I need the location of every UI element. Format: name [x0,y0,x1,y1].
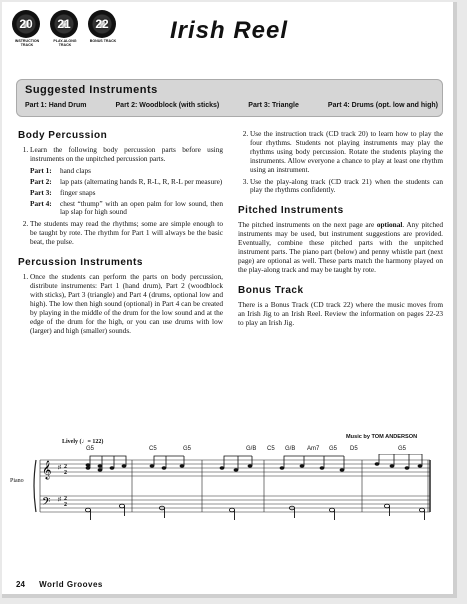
cd-track-20: 20 INSTRUCTION TRACK [12,10,42,47]
list-item: 2. The students may read the rhythms; some are simple enough to be taught by rote. The rhythm for Part 1 will always be the basic beat, the pulse. [30,220,223,247]
chord-symbol: G5 [86,446,95,452]
svg-text:♯: ♯ [58,465,61,471]
chord-symbol: G5 [329,446,338,452]
pitched-text: The pitched instruments on the next page are optional. Any pitched instruments may be used, but instrument suggestions are provided. Eventually, combine these pitched parts with the unpitched instrument parts. The piano part (below) and penny whistle part (next page) are optional as well. These parts match the harmony played on the play-along track and may be taught by rote. [238,220,443,274]
left-column [18,130,223,338]
chord-symbol: C5 [149,446,157,452]
cd-disc-icon: 21 [50,10,78,38]
page-number: 24 [16,580,25,589]
cd-track-21: 21 PLAY-ALONG TRACK [50,10,80,47]
svg-text:2: 2 [64,496,67,502]
list-item: 3. Use the play-along track (CD track 21) when the students can play the rhythms confidently. [250,178,443,196]
cd-disc-icon: 22 [88,10,116,38]
page-footer [16,580,103,589]
list-item: 2. Use the instruction track (CD track 20) to learn how to play the four rhythms. Students not playing instruments may play the rhythms using body percussion. Rotate the students playing the instruments. Allow everyone a chance to play at least one rhythm using an instrument. [250,130,443,175]
book-title: World Grooves [39,580,103,589]
list-item: Part 4: chest “thump” with an open palm for low sound, then lap slap for high sound [30,198,223,217]
chord-symbol: G5 [183,446,192,452]
svg-text:♯: ♯ [58,497,61,503]
music-credit: Music by TOM ANDERSON [346,434,418,440]
chord-symbol: C5 [267,446,275,452]
list-item: 1. Learn the following body percussion parts before using instruments on the unpitched percussion parts. Part 1: hand claps Part 2: lap pats (alternating hands R, R-L, R, R-L per measure) Part 3: finger snaps Part 4: chest “thump” with an open palm for low sound, then lap slap for high sound [30,146,223,217]
list-item: Part 3: finger snaps [30,187,96,197]
list-item: Part 1: hand claps [30,165,92,175]
cd-disc-icon: 20 [12,10,40,38]
suggested-part-3: Part 3: Triangle [248,102,299,109]
tempo-marking: Lively (♩= 122) [62,439,104,445]
instrument-label: Piano [10,478,24,484]
chord-symbol: G/B [246,446,257,452]
body-percussion-heading: Body Percussion [18,130,108,141]
chord-symbol: Am7 [307,446,320,452]
percussion-heading: Percussion Instruments [18,257,143,269]
body-parts-list [30,167,223,218]
suggested-part-4: Part 4: Drums (opt. low and high) [327,102,438,109]
list-item: 1. Once the students can perform the parts on body percussion, distribute instruments: Part 1 (hand drum), Part 2 (woodblock with sticks), Part 3 (triangle) and Part 4 (drums, optional low and high). The low then high sound (optional) in Part 4 can be created by playing in the middle of the drum for the low sound and at the edge of the drum for the high, or you can use drums with low (larger) and high (smaller) sounds. [30,273,223,335]
suggested-part-1: Part 1: Hand Drum [25,102,87,109]
piano-score [32,454,432,524]
svg-text:2: 2 [64,502,67,508]
chord-symbol: D5 [350,446,358,452]
suggested-heading: Suggested Instruments [25,84,158,96]
bonus-heading: Bonus Track [238,284,304,296]
suggested-instruments-box [16,79,443,117]
page [2,2,457,598]
bonus-text: There is a Bonus Track (CD track 22) where the music moves from an Irish Jig to an Irish Reel. Review the information on pages 22-23 to play an Irish Jig. [238,299,443,327]
svg-text:𝄢: 𝄢 [42,496,51,511]
suggested-part-2: Part 2: Woodblock (with sticks) [115,102,220,109]
cd-track-22: 22 BONUS TRACK [88,10,118,43]
right-column [238,130,443,328]
chord-symbol: G5 [398,446,407,452]
chord-symbol: G/B [285,446,296,452]
pitched-heading: Pitched Instruments [238,205,344,217]
list-item: Part 2: lap pats (alternating hands R, R-L, R, R-L per measure) [30,176,223,186]
svg-text:𝄞: 𝄞 [42,460,52,479]
page-title: Irish Reel [170,17,289,44]
svg-text:2: 2 [64,464,67,470]
svg-text:2: 2 [64,470,67,476]
